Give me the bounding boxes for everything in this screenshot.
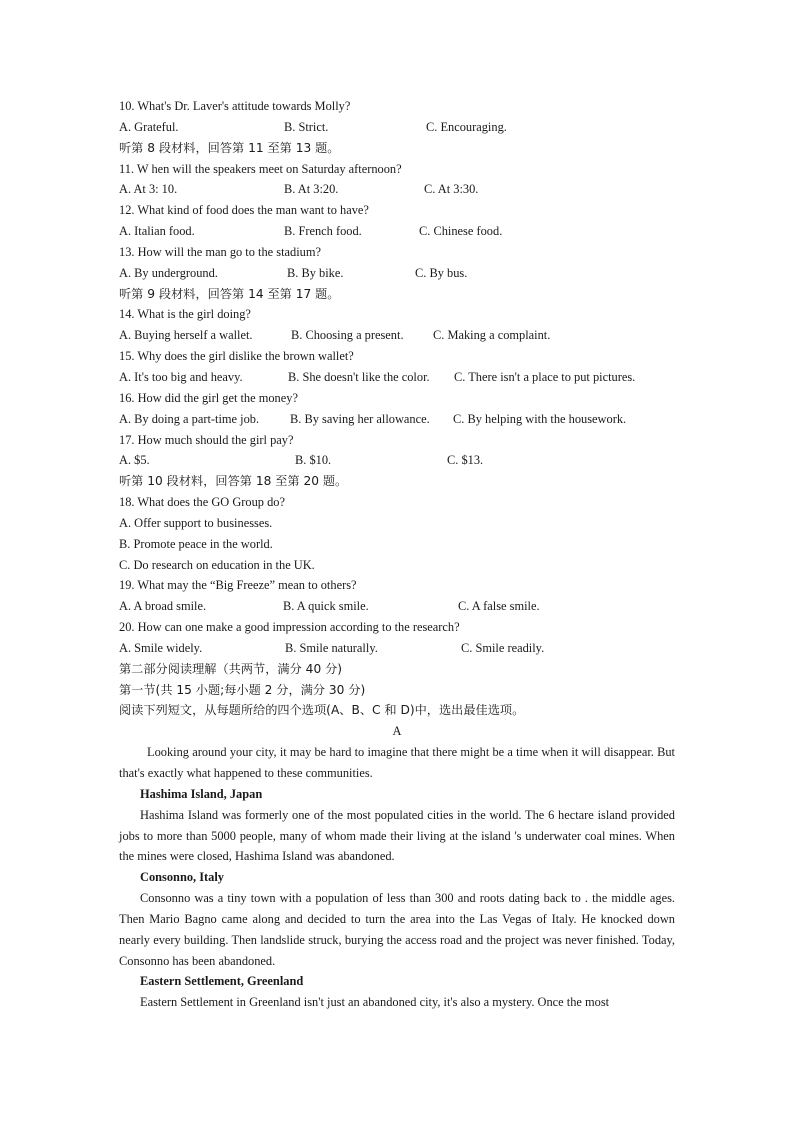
- option-c: C. Encouraging.: [426, 119, 507, 134]
- option-a: A. At 3: 10.: [119, 182, 178, 197]
- option-c: C. At 3:30.: [424, 182, 479, 197]
- option-c: C. Chinese food.: [419, 224, 503, 239]
- option-a: A. Smile widely.: [119, 640, 203, 655]
- question-11: 11. W hen will the speakers meet on Saturday afternoon?: [119, 161, 402, 176]
- place-title-eastern-settlement: Eastern Settlement, Greenland: [140, 974, 304, 989]
- passage-letter: A: [392, 724, 402, 739]
- question-14-options: [119, 325, 675, 346]
- option-a: A. By doing a part-time job.: [119, 411, 260, 426]
- question-13-options: [119, 263, 675, 284]
- section-one-heading: 第一节(共 15 小题;每小题 2 分，满分 30 分): [119, 682, 366, 697]
- question-19-options: [119, 596, 675, 617]
- option-a: A. Offer support to businesses.: [119, 515, 273, 530]
- place-title-consonno: Consonno, Italy: [140, 870, 225, 885]
- option-a: A. Buying herself a wallet.: [119, 328, 253, 343]
- question-19: 19. What may the “Big Freeze” mean to others?: [119, 578, 357, 593]
- option-c: C. A false smile.: [458, 599, 540, 614]
- question-10-options: [119, 117, 675, 138]
- option-c: C. Do research on education in the UK.: [119, 557, 315, 572]
- section-heading-9: 听第 9 段材料，回答第 14 至第 17 题。: [119, 286, 340, 301]
- option-b: B. Strict.: [284, 119, 329, 134]
- option-b: B. Choosing a present.: [291, 328, 404, 343]
- question-20: 20. How can one make a good impression according to the research?: [119, 620, 460, 635]
- question-10: 10. What's Dr. Laver's attitude towards Molly?: [119, 99, 351, 113]
- section-heading-10: 听第 10 段材料，回答第 18 至第 20 题。: [119, 474, 348, 489]
- question-17: 17. How much should the girl pay?: [119, 432, 294, 447]
- option-b: B. Smile naturally.: [285, 640, 378, 655]
- question-14: 14. What is the girl doing?: [119, 307, 251, 322]
- option-b: B. A quick smile.: [283, 599, 369, 614]
- reading-instruction: 阅读下列短文，从每题所给的四个选项(A、B、C 和 D)中，选出最佳选项。: [119, 703, 525, 718]
- question-16-options: [119, 409, 675, 430]
- question-11-options: [119, 179, 675, 200]
- option-c: C. There isn't a place to put pictures.: [454, 369, 636, 384]
- question-12-options: [119, 221, 675, 242]
- question-15-options: [119, 367, 675, 388]
- page-content: [119, 96, 675, 1013]
- place-title-hashima: Hashima Island, Japan: [140, 786, 263, 801]
- question-12: 12. What kind of food does the man want to have?: [119, 203, 369, 218]
- option-b: B. French food.: [284, 224, 362, 239]
- option-b: B. Promote peace in the world.: [119, 536, 273, 551]
- option-b: B. At 3:20.: [284, 182, 339, 197]
- option-a: A. Italian food.: [119, 224, 195, 239]
- option-a: A. It's too big and heavy.: [119, 369, 243, 384]
- option-a: A. By underground.: [119, 265, 218, 280]
- option-b: B. She doesn't like the color.: [288, 369, 430, 384]
- question-15: 15. Why does the girl dislike the brown wallet?: [119, 349, 354, 364]
- option-c: C. $13.: [447, 453, 484, 468]
- place-text-consonno: Consonno was a tiny town with a population of less than 300 and roots dating back to . the middle ages. Then Mario Bagno came along and decided to turn the area into the Las Vegas of Italy. He knocked down nearly every building. Then landslide struck, burying the access road and the project was never finished. Today, Consonno has been abandoned.: [119, 891, 675, 968]
- option-b: B. By saving her allowance.: [290, 411, 430, 426]
- option-a: A. Grateful.: [119, 119, 179, 134]
- option-c: C. By bus.: [415, 265, 468, 280]
- question-18: 18. What does the GO Group do?: [119, 495, 285, 510]
- place-text-hashima: Hashima Island was formerly one of the most populated cities in the world. The 6 hectare island provided jobs to more than 5000 people, many of whom made their living at the island 's underwater coal mines. When the mines were closed, Hashima Island was abandoned.: [119, 807, 675, 864]
- place-text-eastern-settlement: Eastern Settlement in Greenland isn't just an abandoned city, it's also a mystery. Once the most: [140, 995, 610, 1010]
- option-c: C. Smile readily.: [461, 640, 545, 655]
- part-two-heading: 第二部分阅读理解（共两节，满分 40 分): [119, 661, 343, 676]
- question-16: 16. How did the girl get the money?: [119, 390, 298, 405]
- passage-intro: Looking around your city, it may be hard to imagine that there might be a time when it will disappear. But that's exactly what happened to these communities.: [119, 745, 675, 780]
- question-13: 13. How will the man go to the stadium?: [119, 244, 322, 259]
- option-b: B. $10.: [295, 453, 332, 468]
- option-b: B. By bike.: [287, 265, 344, 280]
- option-a: A. $5.: [119, 453, 150, 468]
- question-20-options: [119, 638, 675, 659]
- option-c: C. By helping with the housework.: [453, 411, 627, 426]
- option-a: A. A broad smile.: [119, 599, 207, 614]
- question-17-options: [119, 450, 675, 471]
- option-c: C. Making a complaint.: [433, 328, 551, 343]
- section-heading-8: 听第 8 段材料，回答第 11 至第 13 题。: [119, 140, 340, 155]
